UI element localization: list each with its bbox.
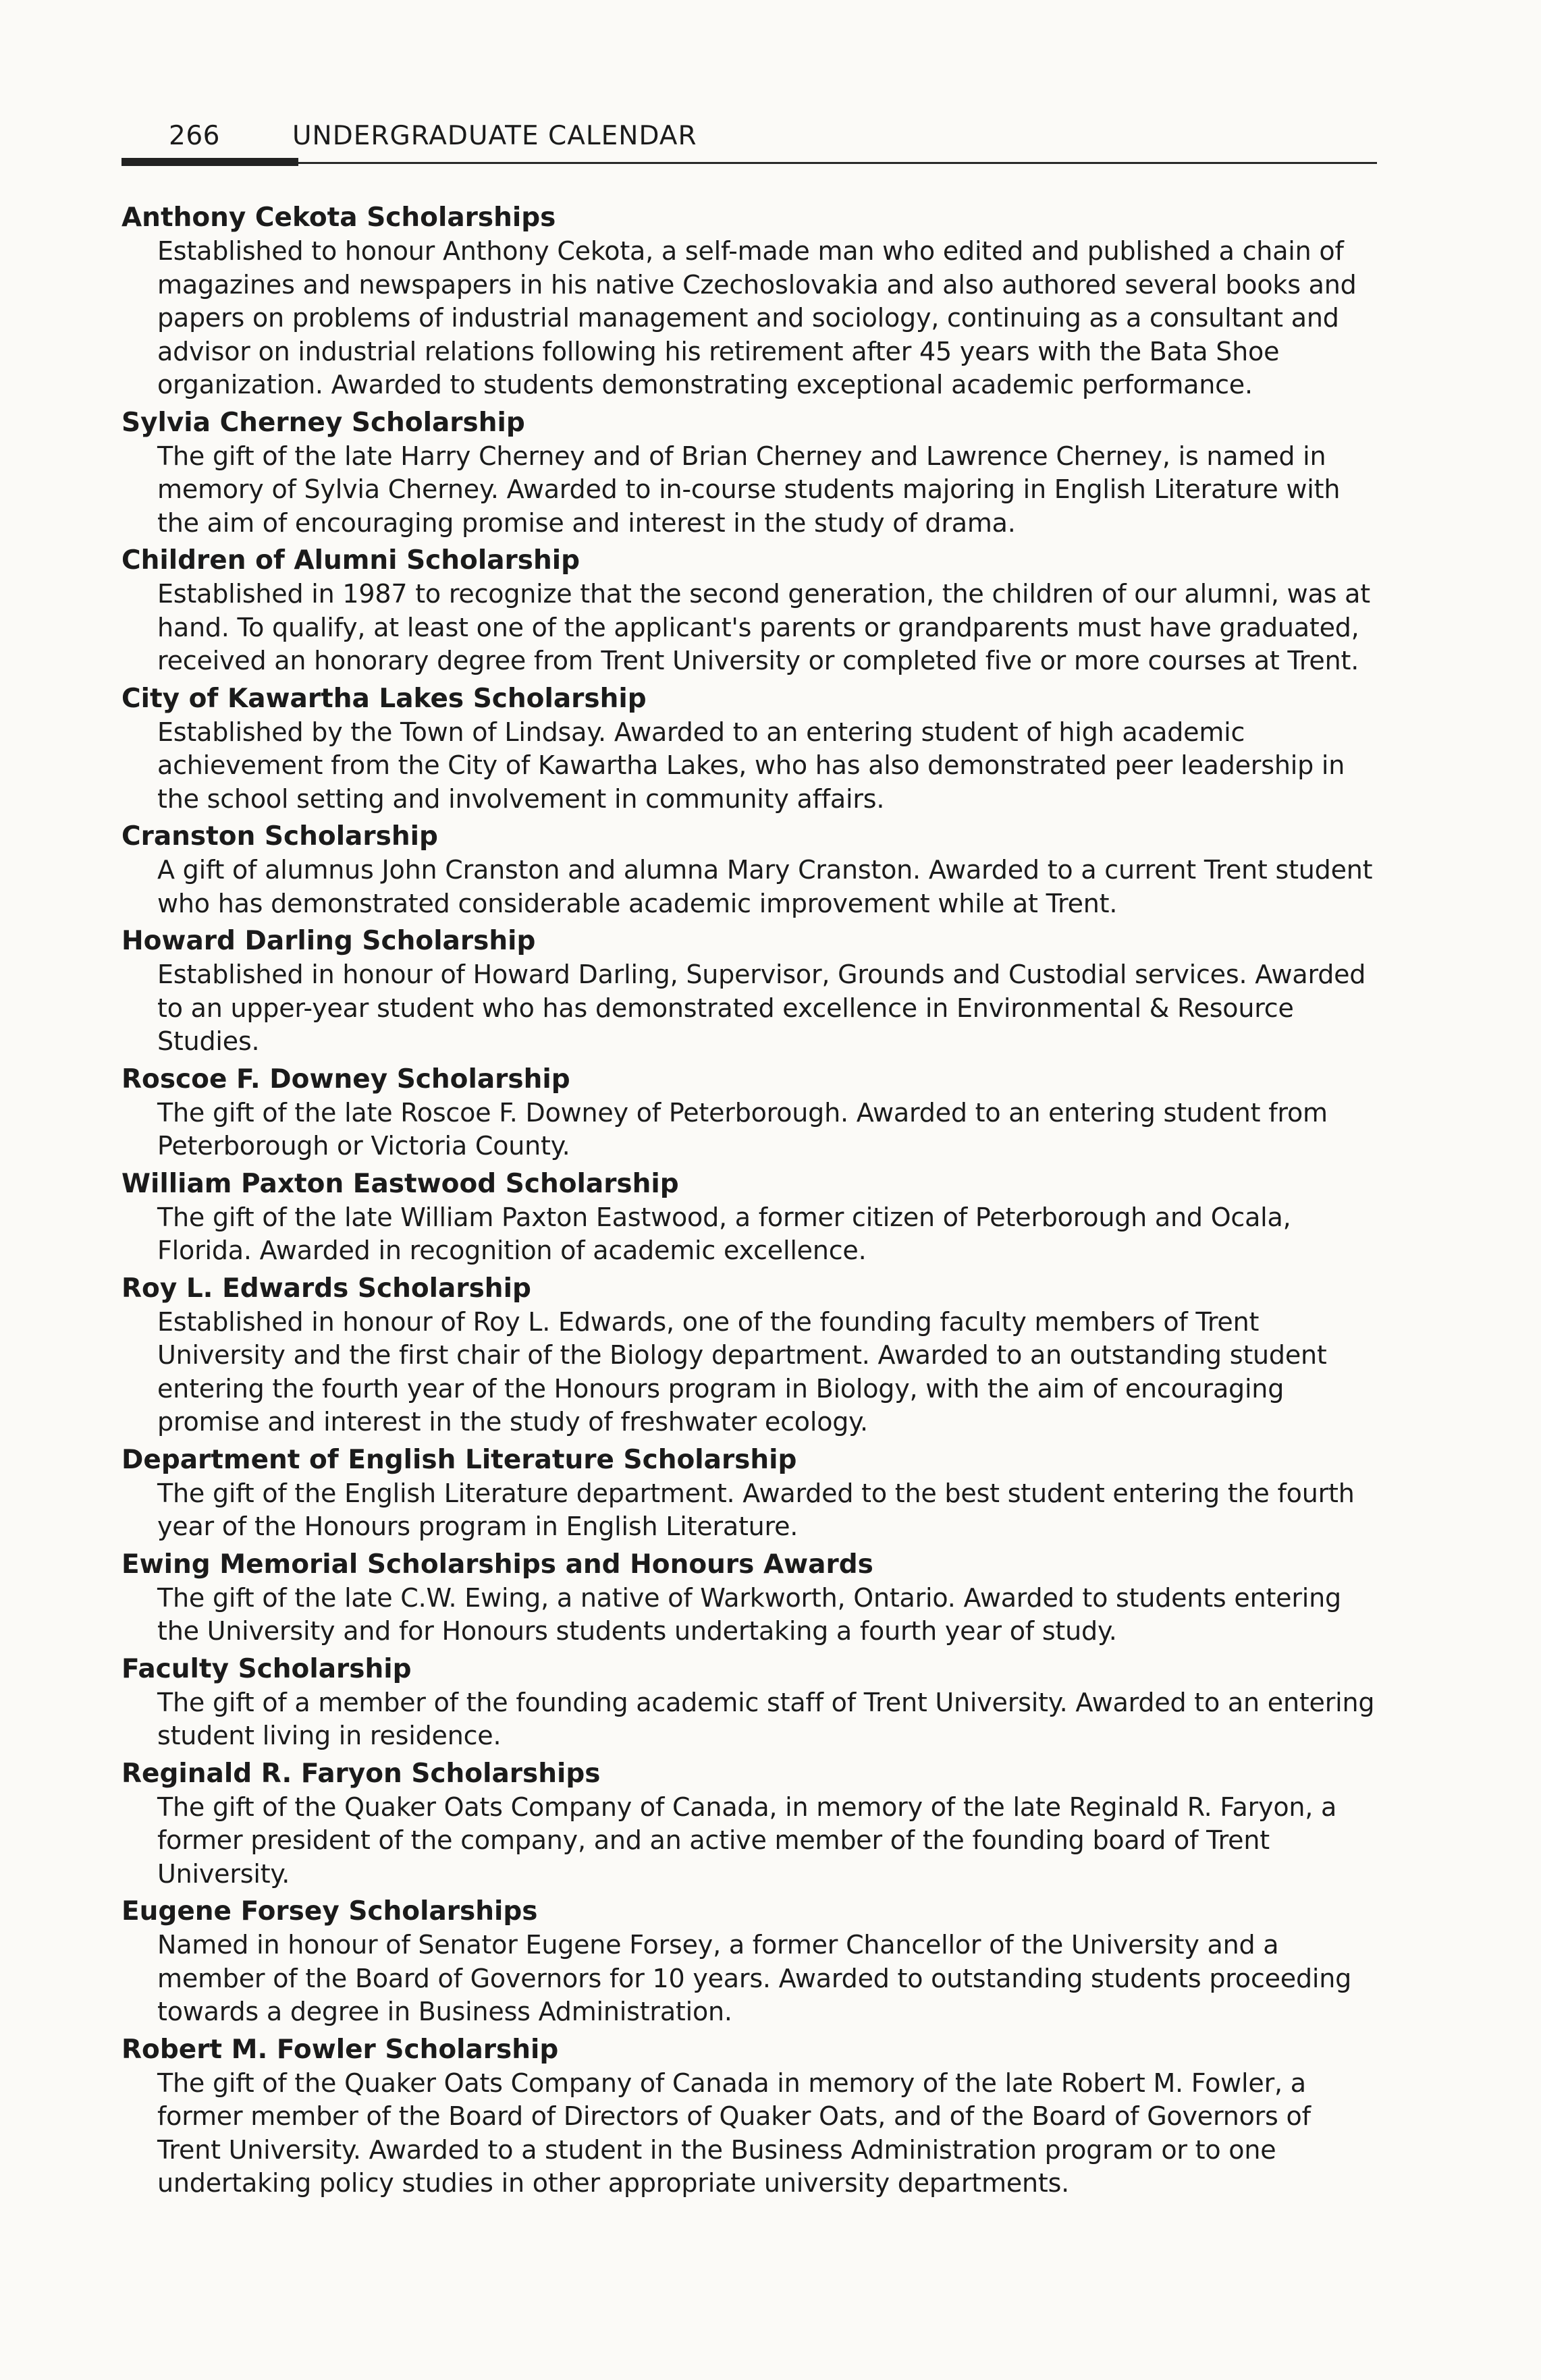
scholarship-title: Anthony Cekota Scholarships xyxy=(121,202,556,233)
scholarship-entry xyxy=(121,1653,1377,1753)
scholarship-entry xyxy=(121,924,1377,1059)
page-number: 266 xyxy=(169,121,220,151)
scholarship-description: Established in honour of Roy L. Edwards, one of the founding faculty members of Trent University and the first chair of the Biology department. Awarded to an outstanding student entering the fourth year of the Honours program in Biology, with the aim of encouraging promise and interest in the study of freshwater ecology. xyxy=(157,1306,1327,1437)
scholarship-title: Department of English Literature Scholarship xyxy=(121,1444,797,1475)
scholarship-entry xyxy=(121,682,1377,817)
scholarship-entry xyxy=(121,406,1377,541)
scholarship-entry xyxy=(121,1443,1377,1544)
scholarship-description: Established by the Town of Lindsay. Awarded to an entering student of high academic achievement from the City of Kawartha Lakes, who has also demonstrated peer leadership in the school setting and involvement in community affairs. xyxy=(157,717,1345,814)
scholarship-list xyxy=(121,201,1377,2205)
scholarship-entry xyxy=(121,1063,1377,1163)
scholarship-title: William Paxton Eastwood Scholarship xyxy=(121,1168,679,1199)
scholarship-description: The gift of the late Harry Cherney and of Brian Cherney and Lawrence Cherney, is named in memory of Sylvia Cherney. Awarded to in-course students majoring in English Literature with the aim of encouraging promise and interest in the study of drama. xyxy=(157,441,1341,538)
header-rule-accent xyxy=(121,158,298,166)
page-header xyxy=(121,116,1377,170)
scholarship-description: The gift of the English Literature department. Awarded to the best student entering the fourth year of the Honours program in English Literature. xyxy=(157,1478,1355,1541)
scholarship-entry xyxy=(121,544,1377,678)
scholarship-description: The gift of the Quaker Oats Company of Canada, in memory of the late Reginald R. Faryon, a former president of the company, and an active member of the founding board of Trent University. xyxy=(157,1792,1337,1889)
scholarship-title: Roscoe F. Downey Scholarship xyxy=(121,1063,570,1095)
scholarship-description: The gift of the late William Paxton Eastwood, a former citizen of Peterborough and Ocala, Florida. Awarded in recognition of academic excellence. xyxy=(157,1202,1291,1265)
header-rule xyxy=(121,162,1377,164)
scholarship-description: The gift of the late C.W. Ewing, a native of Warkworth, Ontario. Awarded to students entering the University and for Honours students undertaking a fourth year of study. xyxy=(157,1582,1341,1646)
running-head: UNDERGRADUATE CALENDAR xyxy=(292,121,697,151)
scholarship-description: A gift of alumnus John Cranston and alumna Mary Cranston. Awarded to a current Trent student who has demonstrated considerable academic improvement while at Trent. xyxy=(157,855,1373,918)
scholarship-title: Ewing Memorial Scholarships and Honours Awards xyxy=(121,1549,873,1580)
scholarship-title: Sylvia Cherney Scholarship xyxy=(121,407,525,438)
scholarship-description: Established in 1987 to recognize that the second generation, the children of our alumni, was at hand. To qualify, at least one of the applicant's parents or grandparents must have graduated, received an honorary degree from Trent University or completed five or more courses at Trent. xyxy=(157,579,1370,675)
scholarship-title: Reginald R. Faryon Scholarships xyxy=(121,1758,601,1789)
scholarship-description: Established to honour Anthony Cekota, a self-made man who edited and published a chain of magazines and newspapers in his native Czechoslovakia and also authored several books and papers on problems of industrial management and sociology, continuing as a consultant and advisor on industrial relations following his retirement after 45 years with the Bata Shoe organization. Awarded to students demonstrating exceptional academic performance. xyxy=(157,236,1357,399)
scholarship-title: City of Kawartha Lakes Scholarship xyxy=(121,683,647,714)
scholarship-title: Children of Alumni Scholarship xyxy=(121,545,580,576)
scholarship-title: Faculty Scholarship xyxy=(121,1653,412,1684)
scholarship-entry xyxy=(121,1167,1377,1268)
scholarship-entry xyxy=(121,1757,1377,1891)
scholarship-title: Eugene Forsey Scholarships xyxy=(121,1896,538,1927)
scholarship-description: Established in honour of Howard Darling, Supervisor, Grounds and Custodial services. Awarded to an upper-year student who has demonstrated excellence in Environmental & Resource Studies. xyxy=(157,960,1366,1056)
scholarship-entry xyxy=(121,1895,1377,2029)
scholarship-description: The gift of the Quaker Oats Company of Canada in memory of the late Robert M. Fowler, a former member of the Board of Directors of Quaker Oats, and of the Board of Governors of Trent University. Awarded to a student in the Business Administration program or to one undertaking policy studies in other appropriate university departments. xyxy=(157,2068,1311,2198)
scholarship-description: The gift of a member of the founding academic staff of Trent University. Awarded to an entering student living in residence. xyxy=(157,1687,1375,1750)
scholarship-entry xyxy=(121,201,1377,402)
scholarship-description: The gift of the late Roscoe F. Downey of Peterborough. Awarded to an entering student from Peterborough or Victoria County. xyxy=(157,1097,1328,1161)
scholarship-title: Roy L. Edwards Scholarship xyxy=(121,1273,531,1304)
scholarship-entry xyxy=(121,2033,1377,2201)
scholarship-title: Cranston Scholarship xyxy=(121,821,438,852)
scholarship-entry xyxy=(121,820,1377,920)
scholarship-entry xyxy=(121,1548,1377,1649)
scholarship-description: Named in honour of Senator Eugene Forsey, a former Chancellor of the University and a member of the Board of Governors for 10 years. Awarded to outstanding students proceeding towards a degree in Business Administration. xyxy=(157,1930,1352,2026)
scholarship-title: Robert M. Fowler Scholarship xyxy=(121,2034,559,2065)
scholarship-entry xyxy=(121,1272,1377,1439)
scholarship-title: Howard Darling Scholarship xyxy=(121,926,536,956)
